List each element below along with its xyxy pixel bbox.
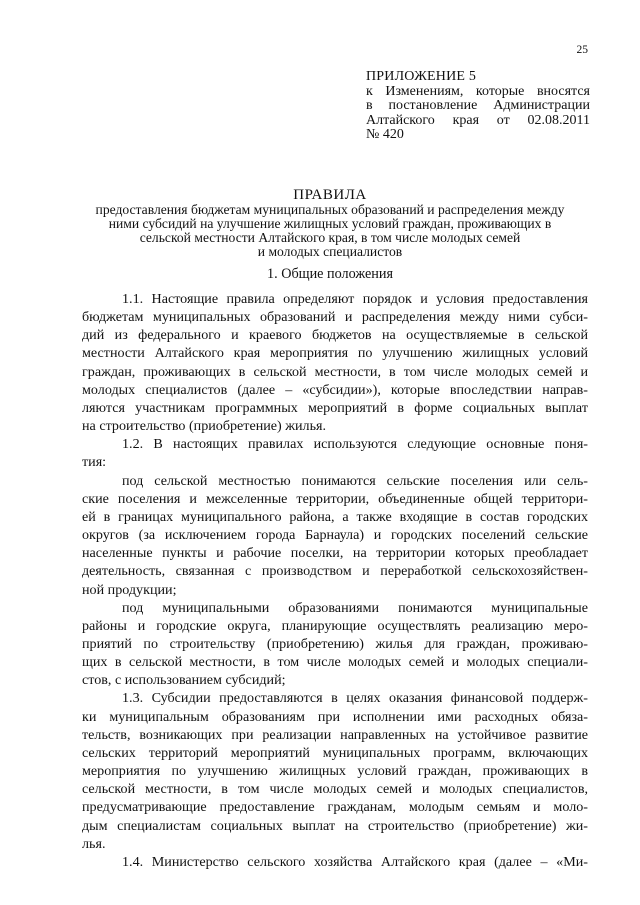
paragraph-line: ной продукции; bbox=[82, 581, 177, 598]
paragraph-line: 1.2. В настоящих правилах используются следующие основные поня- bbox=[122, 436, 588, 453]
paragraph bbox=[82, 472, 588, 599]
paragraph bbox=[82, 689, 588, 852]
heading-line: ними субсидий на улучшение жилищных условий граждан, проживающих в bbox=[108, 216, 552, 231]
heading-title: ПРАВИЛА bbox=[293, 187, 367, 203]
appendix-line: Алтайского края от 02.08.2011 bbox=[366, 112, 590, 128]
paragraph-line: стов, с использованием субсидий; bbox=[82, 672, 286, 689]
paragraph-line: тельств, возникающих при реализации направленных на устойчивое развитие bbox=[82, 726, 588, 743]
paragraph-line: тия: bbox=[82, 454, 107, 471]
document-heading bbox=[70, 188, 590, 259]
paragraph-line: ей в границах муниципального района, а также входящие в состав городских bbox=[82, 508, 588, 525]
paragraph-line: молодых специалистов (далее – «субсидии»), которые впоследствии направ- bbox=[82, 381, 588, 398]
paragraph-line: ляются участникам программных мероприятий в форме социальных выплат bbox=[82, 399, 588, 416]
paragraph-line: дий из федерального и краевого бюджетов на осуществляемые в сельской bbox=[82, 327, 588, 344]
paragraph-line: районы и городские округа, планирующие осуществлять реализацию меро- bbox=[82, 617, 588, 634]
appendix-line: к Изменениям, которые вносятся bbox=[366, 83, 590, 99]
paragraph-line: местности Алтайского края мероприятия по улучшению жилищных условий bbox=[82, 345, 588, 362]
appendix-block bbox=[366, 70, 590, 143]
appendix-line: в постановление Администрации bbox=[366, 98, 590, 114]
paragraph bbox=[82, 435, 588, 471]
paragraph-line: 1.3. Субсидии предоставляются в целях оказания финансовой поддерж- bbox=[122, 690, 588, 707]
paragraph-line: сельской местности, в том числе молодых семей и молодых специалистов, bbox=[82, 781, 588, 798]
paragraph bbox=[82, 853, 588, 871]
document-body bbox=[82, 290, 588, 871]
paragraph-line: ские поселения и межселенные территории, объединенные общей территори- bbox=[82, 490, 588, 507]
paragraph bbox=[82, 290, 588, 435]
appendix-title: ПРИЛОЖЕНИЕ 5 bbox=[366, 69, 477, 84]
paragraph-line: 1.4. Министерство сельского хозяйства Алтайского края (далее – «Ми- bbox=[122, 853, 588, 870]
paragraph-line: бюджетам муниципальных образований и распределения между ними субси- bbox=[82, 309, 588, 326]
heading-line: сельской местности Алтайского края, в том числе молодых семей bbox=[139, 230, 521, 245]
paragraph-line: дым специалистам социальных выплат на строительство (приобретение) жи- bbox=[82, 817, 588, 834]
paragraph-line: щих в сельской местности, в том числе молодых семей и молодых специали- bbox=[82, 654, 588, 671]
paragraph-line: на строительство (приобретение) жилья. bbox=[82, 418, 327, 435]
paragraph-line: лья. bbox=[82, 835, 106, 852]
paragraph-line: приятий по строительству (приобретению) жилья для граждан, проживаю- bbox=[82, 635, 588, 652]
paragraph-line: мероприятия по улучшению жилищных условий граждан, проживающих в bbox=[82, 763, 588, 780]
paragraph-line: сельских территорий мероприятий муниципальных программ, включающих bbox=[82, 744, 588, 761]
page-number: 25 bbox=[576, 44, 588, 56]
paragraph-line: деятельность, связанная с производством и переработкой сельскохозяйствен- bbox=[82, 563, 588, 580]
heading-line: предоставления бюджетам муниципальных образований и распределения между bbox=[95, 202, 565, 217]
paragraph-line: ки муниципальным образованиям при исполнении ими расходных обяза- bbox=[82, 708, 588, 725]
section-title: 1. Общие положения bbox=[267, 266, 393, 282]
paragraph-line: 1.1. Настоящие правила определяют порядок и условия предоставления bbox=[122, 291, 588, 307]
paragraph-line: предусматривающие предоставление гражданам, молодым семьям и моло- bbox=[82, 799, 588, 816]
paragraph-line: под муниципальными образованиями понимаются муниципальные bbox=[122, 599, 588, 616]
paragraph bbox=[82, 599, 588, 690]
appendix-line: № 420 bbox=[366, 127, 404, 143]
paragraph-line: округов (за исключением города Барнаула) и городских поселений сельские bbox=[82, 527, 588, 544]
paragraph-line: населенные пункты и рабочие поселки, на территории которых преобладает bbox=[82, 545, 588, 562]
paragraph-line: граждан, проживающих в сельской местности, в том числе молодых семей и bbox=[82, 363, 588, 380]
paragraph-line: под сельской местностью понимаются сельские поселения или сель- bbox=[122, 472, 588, 489]
heading-line: и молодых специалистов bbox=[257, 244, 403, 259]
